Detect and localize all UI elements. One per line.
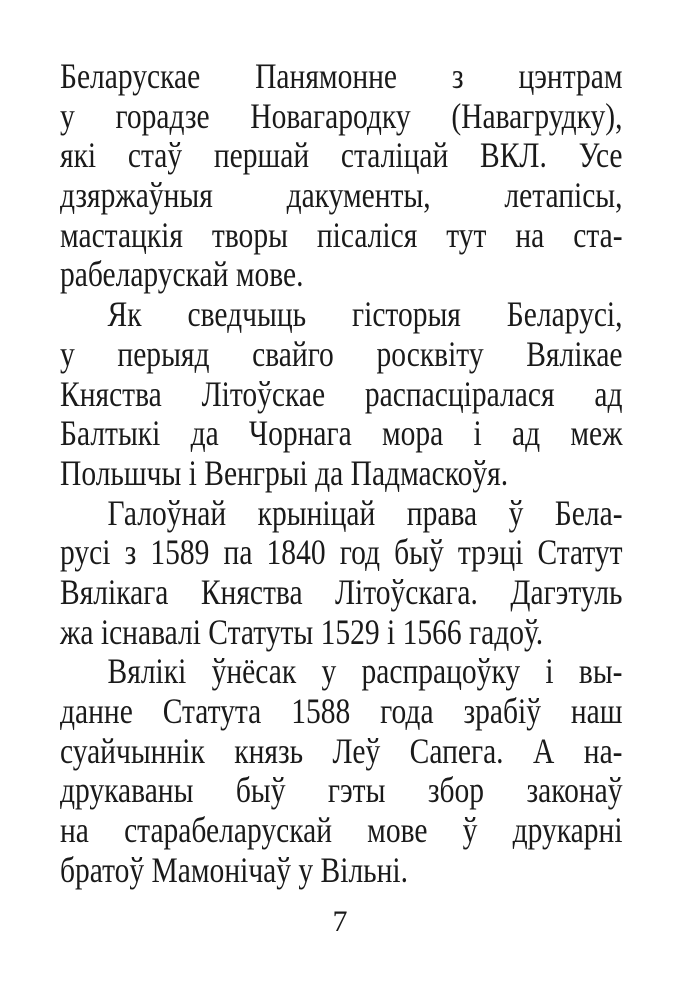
text-line: у перыяд свайго росквіту Вялікае [60, 333, 623, 374]
text-line: Княства Літоўскае распасціралася ад [60, 373, 623, 414]
text-line: у горадзе Новагародку (Навагрудку), [60, 95, 623, 136]
text-line: дзяржаўныя дакументы, летапісы, [60, 175, 623, 216]
text-line: мастацкія творы пісаліся тут на ста- [60, 214, 623, 255]
text-line: Балтыкі да Чорнага мора і ад меж [60, 413, 623, 454]
text-line: Вялікага Княства Літоўскага. Дагэтуль [60, 571, 623, 612]
text-line: Беларускае Панямонне з цэнтрам [60, 56, 623, 96]
text-line: Як сведчыць гісторыя Беларусі, [107, 294, 623, 335]
text-line: русі з 1589 па 1840 год быў трэці Статут [60, 532, 623, 573]
paragraph-2 [60, 295, 623, 493]
text-line: жа існавалі Статуты 1529 і 1566 гадоў. [60, 611, 544, 652]
page-number: 7 [332, 905, 348, 938]
body-text [60, 57, 623, 890]
text-line: Вялікі ўнёсак у распрацоўку і вы- [107, 651, 623, 692]
text-line: братоў Мамонічаў у Вільні. [60, 849, 409, 890]
text-line: данне Статута 1588 года зрабіў наш [60, 691, 623, 731]
text-line: друкаваны быў гэты збор законаў [60, 770, 623, 811]
text-line: рабеларускай мове. [60, 254, 304, 295]
text-line: Галоўнай крыніцай права ў Бела- [107, 492, 623, 533]
text-line: суайчыннік князь Леў Сапега. А на- [60, 730, 623, 771]
paragraph-3 [60, 494, 623, 653]
paragraph-1 [60, 57, 623, 295]
text-line: які стаў першай сталіцай ВКЛ. Усе [60, 135, 623, 176]
text-line: Польшчы і Венгрыі да Падмаскоўя. [60, 452, 509, 493]
text-line: на старабеларускай мове ў друкарні [60, 810, 623, 851]
paragraph-4 [60, 652, 623, 890]
